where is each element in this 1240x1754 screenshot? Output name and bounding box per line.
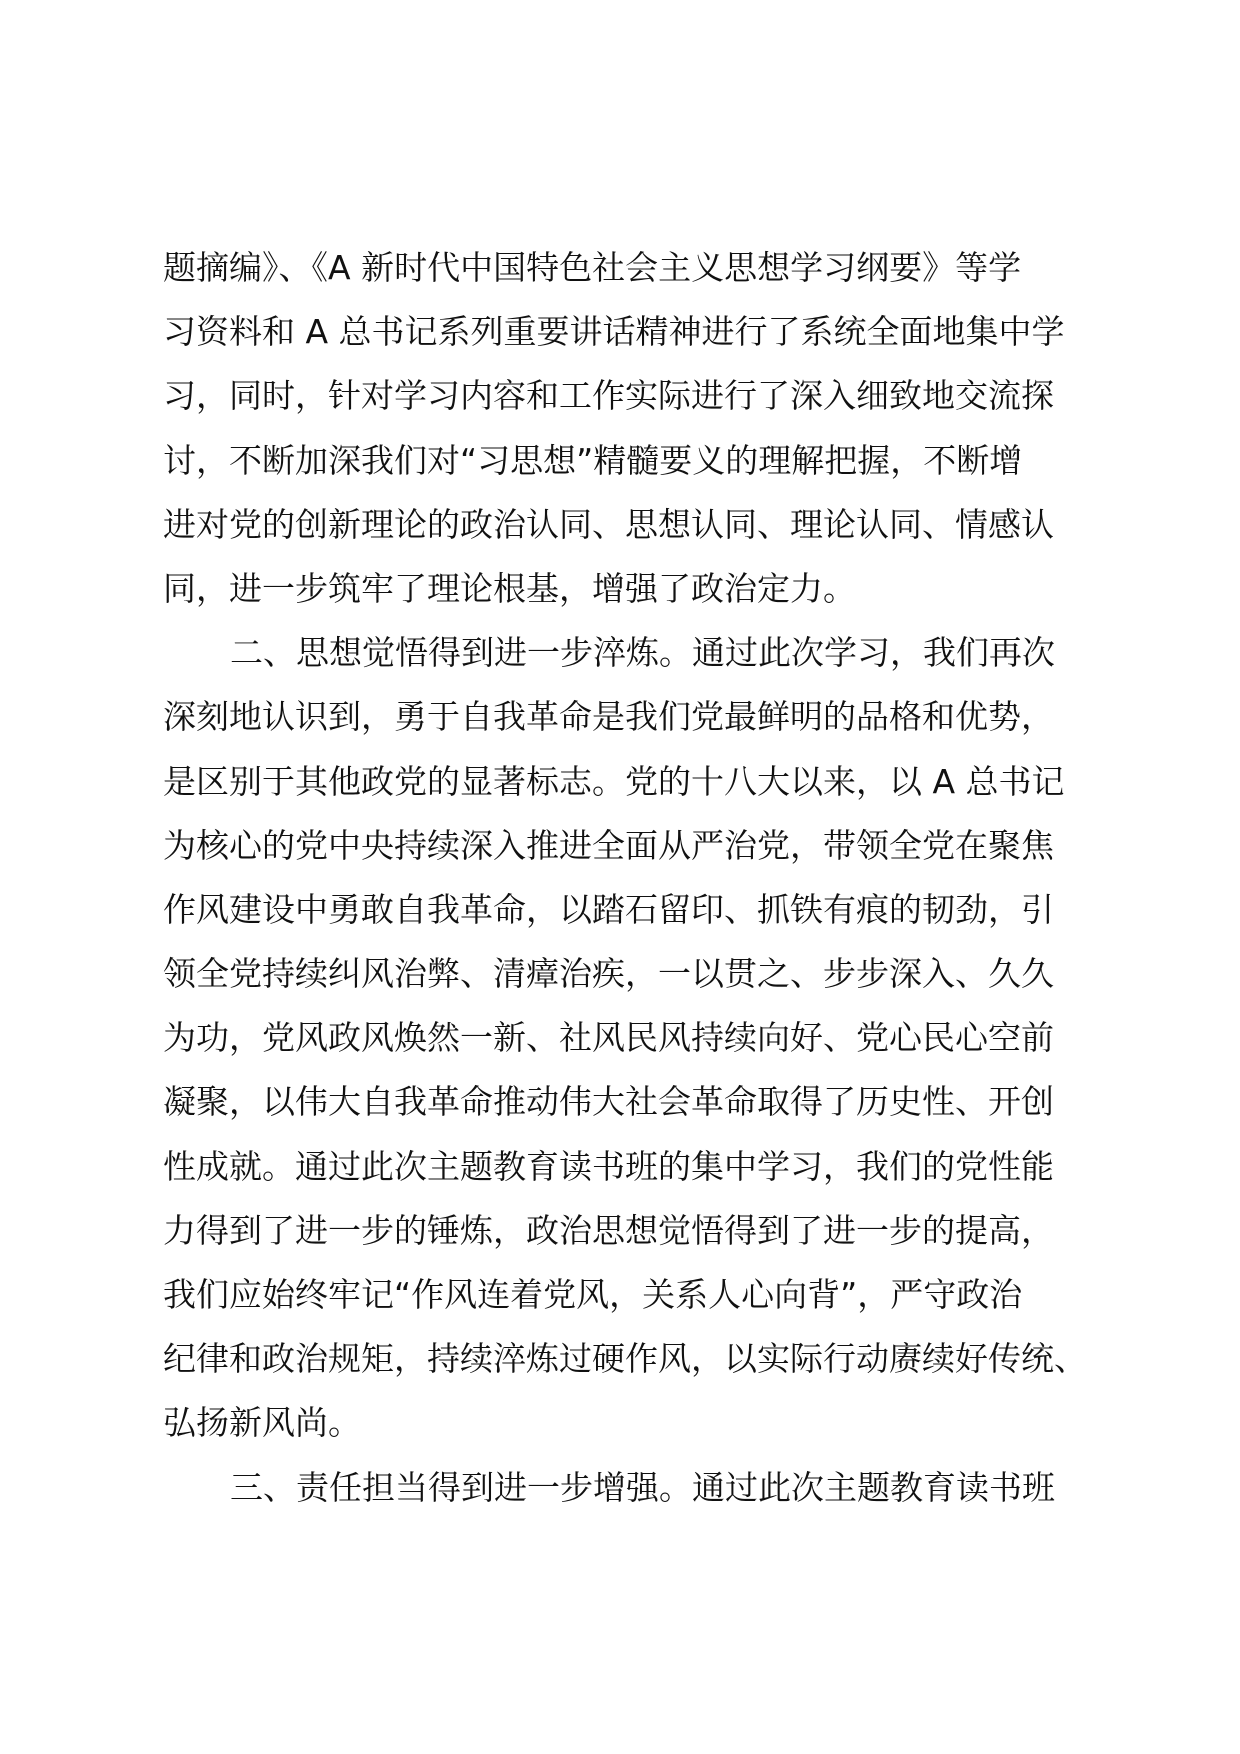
text-line: 领全党持续纠风治弊、清瘴治疾，一以贯之、步步深入、久久 [163, 954, 1054, 994]
text-line: 凝聚，以伟大自我革命推动伟大社会革命取得了历史性、开创 [163, 1082, 1054, 1122]
paragraph-first-line: 三、责任担当得到进一步增强。通过此次主题教育读书班 [230, 1467, 1055, 1507]
text-line: 我们应始终牢记“作风连着党风，关系人心向背”，严守政治 [163, 1275, 1023, 1314]
text-line: 纪律和政治规矩，持续淬炼过硬作风，以实际行动赓续好传统、 [163, 1339, 1087, 1379]
text-line: 弘扬新风尚。 [163, 1403, 361, 1443]
text-line: 为功，党风政风焕然一新、社风民风持续向好、党心民心空前 [163, 1018, 1054, 1058]
text-line: 习资料和 A 总书记系列重要讲话精神进行了系统全面地集中学 [163, 312, 1065, 352]
text-line: 习，同时，针对学习内容和工作实际进行了深入细致地交流探 [163, 376, 1054, 416]
paragraph-first-line: 二、思想觉悟得到进一步淬炼。通过此次学习，我们再次 [230, 633, 1055, 673]
text-line: 同，进一步筑牢了理论根基，增强了政治定力。 [163, 568, 856, 608]
text-line: 作风建设中勇敢自我革命，以踏石留印、抓铁有痕的韧劲，引 [163, 889, 1054, 929]
body-text [163, 236, 1087, 1520]
text-line: 力得到了进一步的锤炼，政治思想觉悟得到了进一步的提高， [163, 1210, 1054, 1250]
text-line: 讨，不断加深我们对“习思想”精髓要义的理解把握，不断增 [163, 440, 1023, 480]
text-line: 进对党的创新理论的政治认同、思想认同、理论认同、情感认 [163, 504, 1054, 544]
text-line: 性成就。通过此次主题教育读书班的集中学习，我们的党性能 [163, 1146, 1054, 1186]
text-line: 为核心的党中央持续深入推进全面从严治党，带领全党在聚焦 [163, 825, 1054, 865]
text-line: 是区别于其他政党的显著标志。党的十八大以来，以 A 总书记 [163, 761, 1065, 801]
text-line: 题摘编》、《A 新时代中国特色社会主义思想学习纲要》等学 [163, 248, 1022, 287]
text-line: 深刻地认识到，勇于自我革命是我们党最鲜明的品格和优势， [163, 697, 1054, 737]
